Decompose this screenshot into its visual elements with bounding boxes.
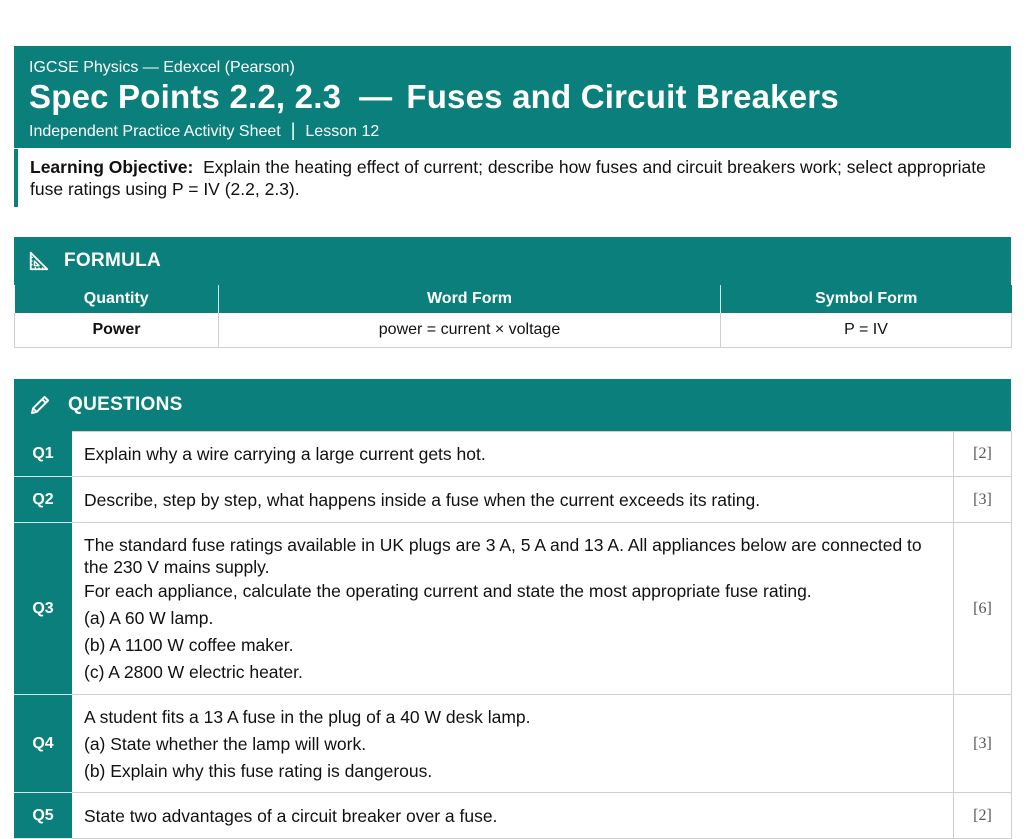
column-header-quantity: Quantity	[15, 285, 219, 313]
formula-table-header	[15, 285, 1012, 313]
question-row-q2	[15, 477, 1012, 523]
question-number: Q3	[15, 523, 72, 695]
subtitle-line	[29, 120, 379, 141]
quantity-cell: Power	[15, 313, 219, 348]
question-text: Explain why a wire carrying a large current gets hot.	[72, 432, 954, 477]
subject-line: IGCSE Physics — Edexcel (Pearson)	[29, 59, 295, 76]
formula-section	[14, 237, 1011, 348]
question-row-q4	[15, 695, 1012, 793]
question-marks: [2]	[954, 793, 1012, 839]
question-part-b: (b) A 1100 W coffee maker.	[84, 635, 294, 655]
word-form-cell: power = current × voltage	[219, 313, 721, 348]
header-banner	[14, 46, 1011, 148]
subtitle-separator: |	[290, 120, 296, 140]
pencil-icon	[28, 393, 52, 417]
question-row-q3	[15, 523, 1012, 695]
column-header-word-form: Word Form	[219, 285, 721, 313]
question-text: Describe, step by step, what happens inside a fuse when the current exceeds its rating.	[72, 477, 954, 523]
question-marks: [3]	[954, 477, 1012, 523]
sheet-type: Independent Practice Activity Sheet	[29, 123, 281, 140]
formula-table	[14, 285, 1012, 348]
lesson-number: Lesson 12	[305, 123, 380, 140]
question-stem: A student fits a 13 A fuse in the plug of a 40 W desk lamp.	[84, 706, 531, 727]
objective-text: Explain the heating effect of current; describe how fuses and circuit breakers work; select appropriate fuse ratings using P = IV (2.2, 2.3).	[30, 157, 986, 199]
questions-heading: QUESTIONS	[68, 394, 183, 415]
question-stem: The standard fuse ratings available in UK plugs are 3 A, 5 A and 13 A. All appliances below are connected to the 230 V mains supply.	[84, 535, 922, 577]
question-part-a: (a) A 60 W lamp.	[84, 608, 214, 628]
learning-objective	[14, 149, 1004, 207]
set-square-icon	[28, 250, 50, 272]
title-spec-points: Spec Points 2.2, 2.3	[29, 78, 342, 115]
objective-label: Learning Objective:	[30, 157, 194, 177]
questions-table	[14, 431, 1012, 839]
question-marks: [3]	[954, 695, 1012, 793]
questions-section	[14, 379, 1011, 839]
table-row	[15, 313, 1012, 348]
page-title	[29, 78, 839, 116]
question-marks: [6]	[954, 523, 1012, 695]
question-row-q1	[15, 432, 1012, 477]
title-topic: Fuses and Circuit Breakers	[406, 78, 839, 115]
title-dash: —	[359, 78, 393, 115]
question-number: Q2	[15, 477, 72, 523]
question-text: State two advantages of a circuit breaker over a fuse.	[72, 793, 954, 839]
question-text	[72, 523, 954, 695]
question-instruction: For each appliance, calculate the operating current and state the most appropriate fuse rating.	[84, 581, 812, 601]
question-marks: [2]	[954, 432, 1012, 477]
question-part-c: (c) A 2800 W electric heater.	[84, 662, 303, 682]
formula-header	[14, 237, 1011, 285]
column-header-symbol-form: Symbol Form	[721, 285, 1012, 313]
question-part-b: (b) Explain why this fuse rating is dangerous.	[84, 760, 433, 781]
symbol-form-cell: P = IV	[721, 313, 1012, 348]
question-part-a: (a) State whether the lamp will work.	[84, 733, 367, 754]
question-number: Q4	[15, 695, 72, 793]
question-number: Q1	[15, 432, 72, 477]
question-number: Q5	[15, 793, 72, 839]
question-text	[72, 695, 954, 793]
formula-heading: FORMULA	[64, 250, 162, 271]
questions-header	[14, 379, 1011, 431]
